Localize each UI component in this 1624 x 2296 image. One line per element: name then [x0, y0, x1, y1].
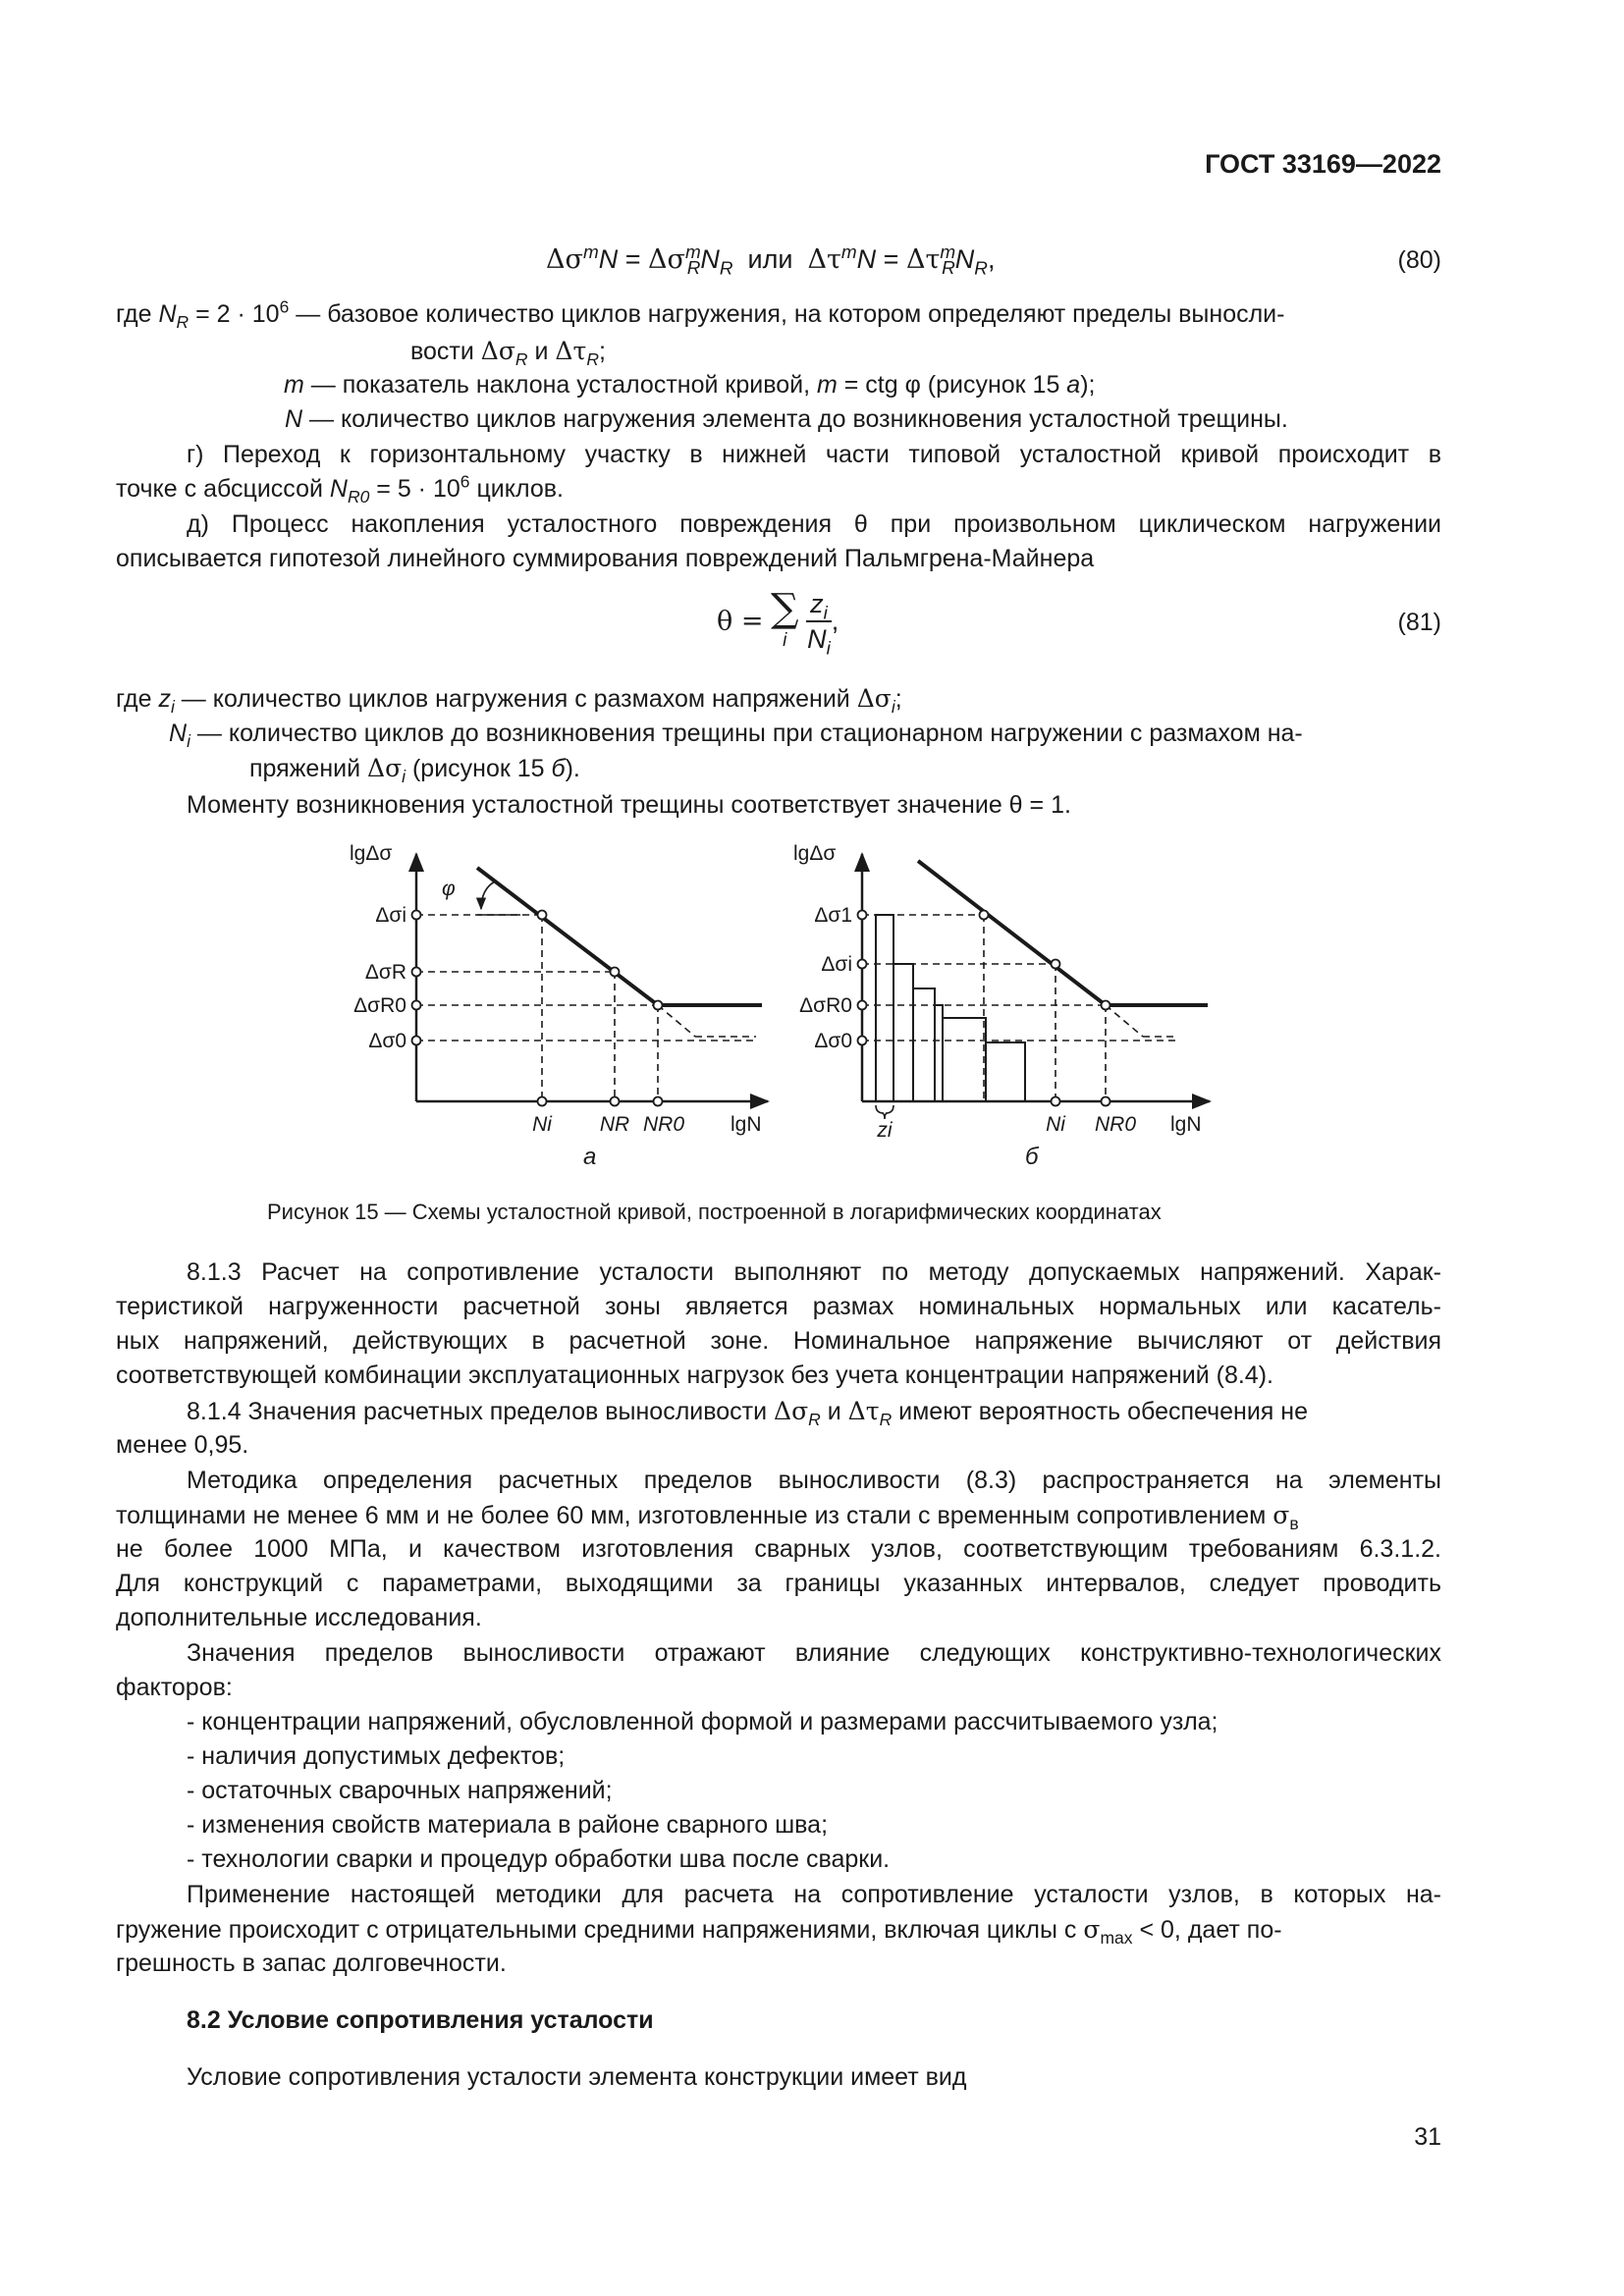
prim-line2: гружение происходит с отрицательными средними напряжениями, включая циклы с $\sigma_{max} < 0$, дает по-: [116, 1915, 1282, 1948]
s82-text: Условие сопротивления усталости элемента конструкции имеет вид: [187, 2063, 967, 2091]
s813-line1: 8.1.3 Расчет на сопротивление усталости выполняют по методу допускаемых напряжений. Харак-: [187, 1258, 1441, 1286]
para-d-line2: описывается гипотезой линейного суммирования повреждений Пальмгрена-Майнера: [116, 545, 1095, 572]
metod-line3: не более 1000 МПа, и качеством изготовления сварных узлов, соответствующим требованиям 6.3.1.2.: [116, 1535, 1441, 1563]
y-label-dsigma-1: Δσ1: [814, 904, 852, 927]
x-axis-label-a: lgN: [731, 1113, 762, 1136]
where-item-nr: где $N_R = 2 \cdot 10^6$ — базовое количество циклов нагружения, на котором определяют пределы выносли-: [116, 296, 1285, 332]
y-axis-label-a: lgΔσ: [350, 842, 393, 865]
page-number: 31: [1414, 2123, 1441, 2151]
panel-a: [412, 854, 769, 1106]
para-d-line1: д) Процесс накопления усталостного повреждения θ при произвольном циклическом нагружении: [187, 510, 1441, 538]
metod-line4: Для конструкций с параметрами, выходящими за границы указанных интервалов, следует проводить: [116, 1570, 1441, 1597]
y-label-dsigma-0: Δσ0: [368, 1030, 406, 1052]
s814-line1: 8.1.4 Значения расчетных пределов выносливости $\Delta\sigma_R$ и $\Delta\tau_R$ имеют вероятность обеспечения не: [187, 1397, 1308, 1429]
para-g-line2: точке с абсциссой $N_{R0} = 5 \cdot 10^6$ циклов.: [116, 471, 564, 507]
znach-line1: Значения пределов выносливости отражают влияние следующих конструктивно-технологических: [187, 1639, 1441, 1667]
list-item: - концентрации напряжений, обусловленной формой и размерами рассчитываемого узла;: [187, 1708, 1218, 1735]
formula-81: θ = ∑ i $\frac{z_i}{N_i}$ ,: [717, 586, 839, 660]
document-code: ГОСТ 33169—2022: [1205, 149, 1441, 179]
zi-brace: [876, 1105, 893, 1119]
list-item: - технологии сварки и процедур обработки шва после сварки.: [187, 1845, 891, 1873]
figure-15: [324, 836, 1227, 1190]
where-item-n: N — количество циклов нагружения элемента до возникновения усталостной трещины.: [285, 405, 1288, 433]
y-label-dsigma-i: Δσi: [375, 904, 406, 927]
s813-line3: ных напряжений, действующих в расчетной зоне. Номинальное напряжение вычисляют от действия: [116, 1327, 1441, 1355]
fatigue-curve: [918, 861, 1208, 1005]
s813-line2: теристикой нагруженности расчетной зоны является размах номинальных нормальных или касатель-: [116, 1293, 1441, 1320]
y-label-dsigma-r: ΔσR: [364, 961, 406, 984]
formula-symbol: Δσ: [546, 244, 583, 275]
where-item-ni-cont: пряжений $\Delta\sigma_i$ (рисунок 15 б).: [249, 754, 580, 786]
where-item-nr-cont: вости $\Delta\sigma_R$ и $\Delta\tau_R$;: [410, 337, 606, 369]
x-label-nr0: NR0: [1094, 1113, 1137, 1136]
equation-number-80: (80): [1397, 246, 1441, 274]
s813-line4: соответствующей комбинации эксплуатационных нагрузок без учета концентрации напряжений (8.4).: [116, 1362, 1273, 1389]
y-label-dsigma-i: Δσi: [821, 953, 852, 976]
para-g-line1: г) Переход к горизонтальному участку в нижней части типовой усталостной кривой происходит в: [187, 441, 1441, 468]
y-axis-label-b: lgΔσ: [793, 842, 837, 865]
fatigue-curve: [477, 868, 762, 1005]
x-label-nr0: NR0: [642, 1113, 685, 1136]
panel-letter-a: а: [583, 1144, 597, 1170]
figure-caption: Рисунок 15 — Схемы усталостной кривой, построенной в логарифмических координатах: [267, 1200, 1162, 1224]
x-axis-label-b: lgN: [1170, 1113, 1202, 1136]
y-label-dsigma-r0: ΔσR0: [799, 994, 852, 1017]
equation-number-81: (81): [1397, 609, 1441, 636]
where-item-m: m — показатель наклона усталостной кривой, m = ctg φ (рисунок 15 а);: [284, 371, 1096, 399]
znach-line2: факторов:: [116, 1674, 233, 1701]
section-heading-8-2: 8.2 Условие сопротивления усталости: [187, 2006, 654, 2034]
panel-b: [858, 854, 1211, 1119]
s814-line2: менее 0,95.: [116, 1431, 249, 1459]
x-label-zi: zi: [877, 1119, 893, 1142]
where-item-ni: $N_i$ — количество циклов до возникновения трещины при стационарном нагружении с размахом на-: [169, 720, 1303, 751]
para-moment: Моменту возникновения усталостной трещины соответствует значение θ = 1.: [187, 791, 1071, 819]
y-label-dsigma-0: Δσ0: [814, 1030, 852, 1052]
x-label-nr: NR: [599, 1113, 630, 1136]
metod-line2: толщинами не менее 6 мм и не более 60 мм, изготовленные из стали с временным сопротивлением $\sigma_в$: [116, 1501, 1299, 1533]
list-item: - изменения свойств материала в районе сварного шва;: [187, 1811, 829, 1839]
list-item: - остаточных сварочных напряжений;: [187, 1777, 613, 1804]
prim-line3: грешность в запас долговечности.: [116, 1949, 507, 1977]
load-spectrum-bars: [876, 915, 1025, 1101]
panel-letter-b: б: [1025, 1144, 1039, 1170]
list-item: - наличия допустимых дефектов;: [187, 1742, 566, 1770]
metod-line5: дополнительные исследования.: [116, 1604, 482, 1631]
prim-line1: Применение настоящей методики для расчета на сопротивление усталости узлов, в которых на-: [187, 1881, 1441, 1908]
fraction: $\frac{z_i}{N_i}$: [807, 589, 831, 660]
sum-sign: ∑: [770, 586, 799, 631]
formula-80: $\Delta\sigma^mN = \Delta\sigma^m_RN_R$ или $\Delta\tau^mN = \Delta\tau^m_RN_R$,: [546, 242, 996, 280]
x-label-ni: Ni: [1046, 1113, 1065, 1136]
or-word: или: [747, 244, 793, 274]
x-label-ni: Ni: [532, 1113, 552, 1136]
phi-label: φ: [442, 878, 456, 900]
metod-line1: Методика определения расчетных пределов выносливости (8.3) распространяется на элементы: [187, 1467, 1441, 1494]
y-label-dsigma-r0: ΔσR0: [353, 994, 406, 1017]
where-item-zi: где $z_i$ — количество циклов нагружения с размахом напряжений $\Delta\sigma_i$;: [116, 684, 902, 717]
